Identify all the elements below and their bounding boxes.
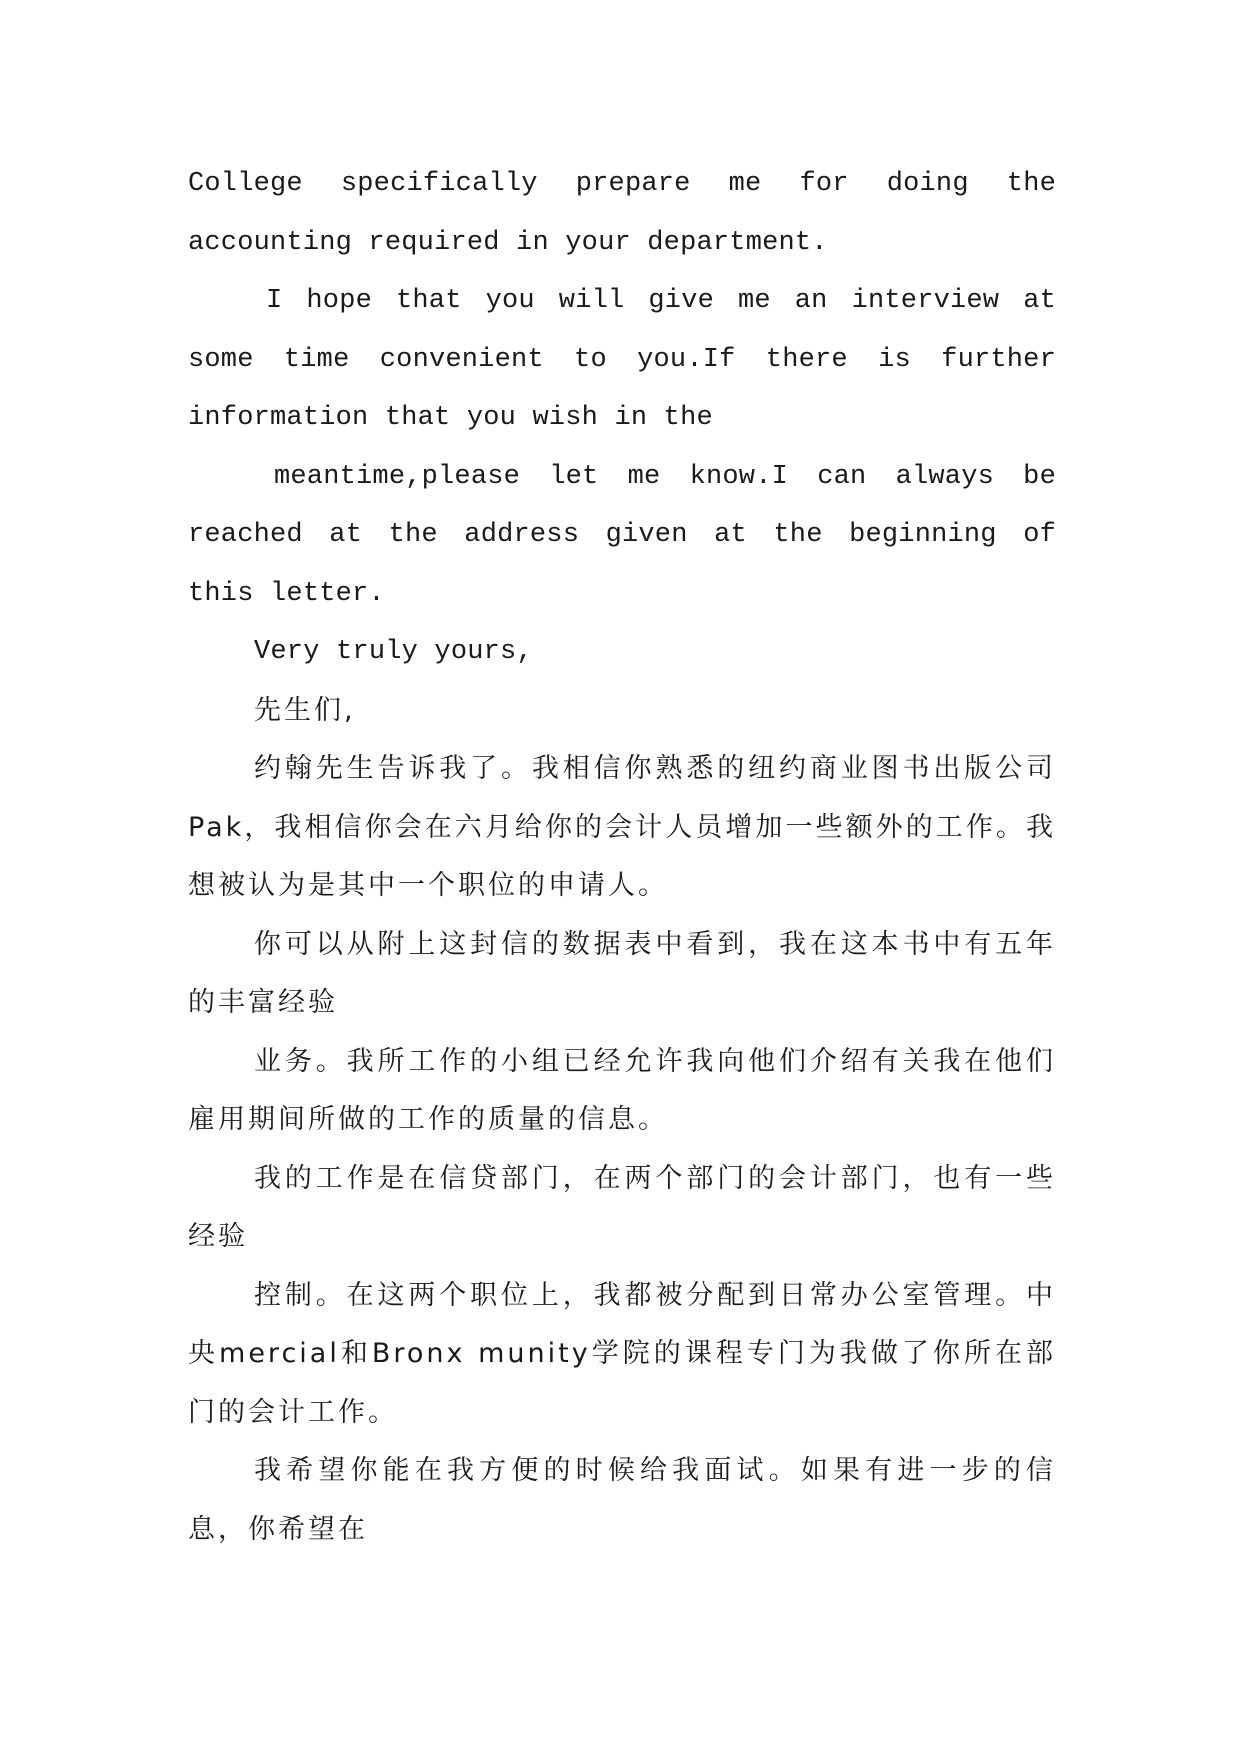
chinese-paragraph-credit-department: 我的工作是在信贷部门，在两个部门的会计部门，也有一些经验: [188, 1162, 1056, 1252]
chinese-paragraph-experience: 你可以从附上这封信的数据表中看到，我在这本书中有五年的丰富经验: [188, 928, 1056, 1018]
chinese-paragraph-interview-request: 我希望你能在我方便的时候给我面试。如果有进一步的信息，你希望在: [188, 1455, 1056, 1545]
closing-salutation: Very truly yours,: [254, 637, 533, 667]
chinese-paragraph-references: 业务。我所工作的小组已经允许我向他们介绍有关我在他们雇用期间所做的工作的质量的信息。: [188, 1045, 1056, 1135]
letter-body: [188, 155, 1056, 1559]
chinese-greeting: 先生们,: [254, 694, 356, 726]
chinese-paragraph-introduction: 约翰先生告诉我了。我相信你熟悉的纽约商业图书出版公司Pak，我相信你会在六月给你的会计人员增加一些额外的工作。我想被认为是其中一个职位的申请人。: [188, 753, 1056, 901]
paragraph-college-preparation: College specifically prepare me for doing the accounting required in your department.: [188, 169, 1056, 258]
paragraph-contact-info: meantime,please let me know.I can always be reached at the address given at the beginning of this letter.: [188, 461, 1056, 609]
paragraph-interview-request: I hope that you will give me an interview at some time convenient to you.If there is further information that you wish in the: [188, 286, 1056, 433]
chinese-paragraph-office-management: 控制。在这两个职位上，我都被分配到日常办公室管理。中央mercial和Bronx munity学院的课程专门为我做了你所在部门的会计工作。: [188, 1279, 1056, 1428]
